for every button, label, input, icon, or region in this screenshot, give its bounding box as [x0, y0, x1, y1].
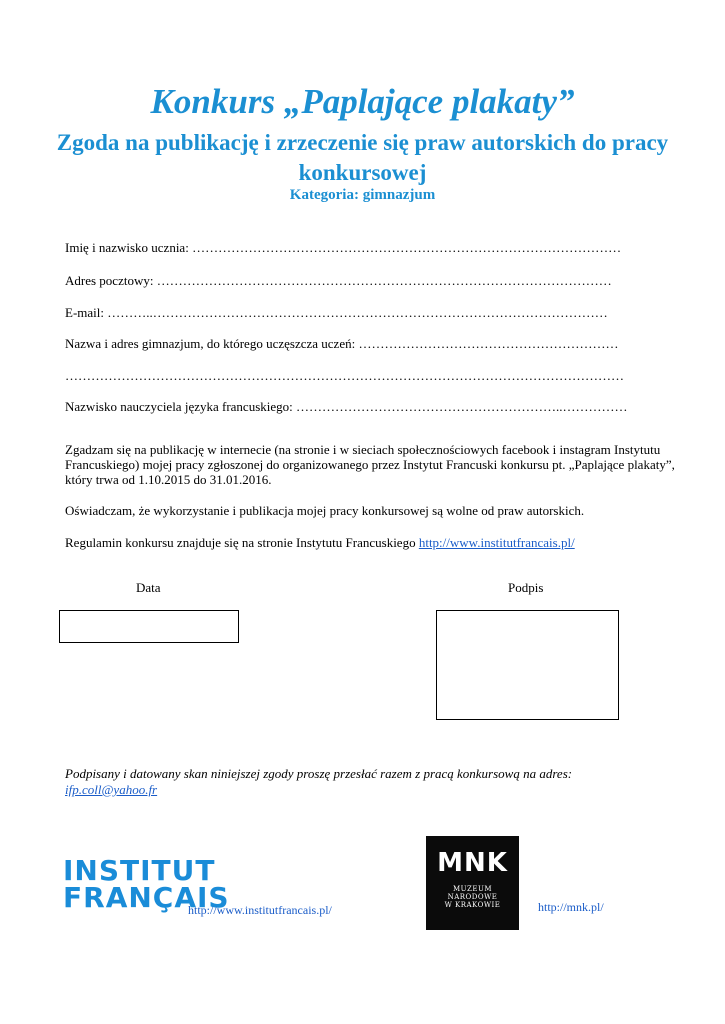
mnk-line-muzeum: MUZEUM [452, 885, 493, 893]
date-box[interactable] [59, 610, 239, 643]
document-title: Konkurs „Paplające plakaty” [150, 82, 575, 121]
date-label: Data [136, 580, 161, 595]
mnk-mark: MNK [437, 848, 508, 878]
logo-line-francais: FRANÇAIS [63, 881, 230, 914]
school-name-address-field[interactable]: Nazwa i adres gimnazjum, do którego uczęszcza uczeń: …………………………………………………… [65, 336, 619, 351]
institut-francais-logo [63, 854, 230, 914]
rules-link[interactable]: http://www.institutfrancais.pl/ [418, 535, 575, 550]
submission-note [65, 766, 685, 798]
postal-address-field[interactable]: Adres pocztowy: …………………………………………………………………………………………… [65, 273, 612, 288]
rules-text: Regulamin konkursu znajduje się na stronie Instytutu Francuskiego [65, 535, 419, 550]
mnk-logo [426, 836, 519, 930]
signature-box[interactable] [436, 610, 619, 720]
email-field[interactable]: E-mail: ………..…………………………………………………………………………………………… [65, 305, 608, 320]
mnk-line-narodowe: NARODOWE [447, 893, 498, 901]
document-subtitle: Zgoda na publikację i zrzeczenie się praw autorskich do pracy konkursowej [56, 130, 669, 185]
mnk-name [426, 885, 519, 909]
school-address-continuation-field[interactable]: ………………………………………………………………………………………………………………… [65, 368, 624, 383]
mnk-line-krakow: W KRAKOWIE [444, 901, 501, 909]
student-name-field[interactable]: Imię i nazwisko ucznia: ……………………………………………………………………………………… [65, 240, 622, 255]
signature-label: Podpis [508, 580, 544, 595]
logo-line-institut: INSTITUT [63, 854, 216, 887]
rules-paragraph [65, 535, 675, 550]
consent-paragraph: Zgadzam się na publikację w internecie (na stronie i w sieciach społecznościowych facebook i instagram Instytutu Francuskiego) mojej pracy zgłoszonej do organizowanego przez Instytut Francuski konkursu pt. „Paplające plakaty”, który trwa od 1.10.2015 do 31.01.2016. [65, 442, 675, 487]
mnk-link[interactable]: http://mnk.pl/ [538, 900, 604, 914]
submission-note-text: Podpisany i datowany skan niniejszej zgody proszę przesłać razem z pracą konkursową na adres: [65, 766, 573, 781]
category-label: Kategoria: gimnazjum [289, 187, 436, 203]
contact-email-link[interactable]: ifp.coll@yahoo.fr [65, 782, 158, 797]
declaration-paragraph: Oświadczam, że wykorzystanie i publikacja mojej pracy konkursowej są wolne od praw autorskich. [65, 503, 585, 518]
institut-francais-link[interactable]: http://www.institutfrancais.pl/ [188, 903, 332, 917]
teacher-name-field[interactable]: Nazwisko nauczyciela języka francuskiego: ……………………………………………………..…………… [65, 399, 628, 414]
